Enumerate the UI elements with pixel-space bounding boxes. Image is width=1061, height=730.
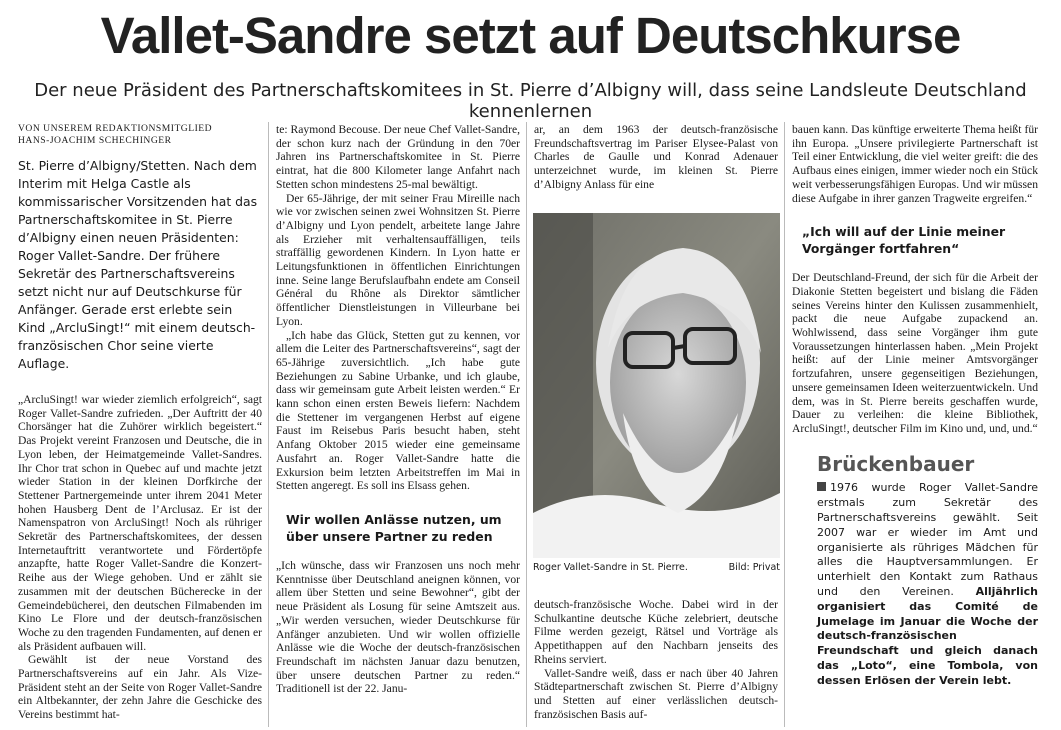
byline-line-1: VON UNSEREM REDAKTIONSMITGLIED [18, 123, 213, 134]
article-column-1 [18, 123, 262, 722]
photo-caption-text: Roger Vallet-Sandre in St. Pierre. [533, 562, 688, 573]
byline-author: HANS-JOACHIM SCHECHINGER [18, 135, 172, 146]
bullet-square-icon [817, 482, 826, 491]
column-divider [268, 122, 269, 727]
portrait-photo [533, 213, 780, 558]
column-divider [784, 122, 785, 727]
article-column-3-top [534, 123, 778, 192]
article-column-4 [792, 123, 1038, 689]
article-column-3-bottom [534, 598, 778, 721]
paragraph: ar, an dem 1963 der deutsch-französische Freundschaftsvertrag im Pariser Elysee-Palast von Charles de Gaulle und Konrad Adenauer unterzeichnet wurde, im kleinen St. Pierre d’Albigny Anlass für eine [534, 123, 778, 191]
paragraph: Der 65-Jährige, der mit seiner Frau Mireille nach wie vor zwischen seinen zwei Wohnsitzen St. Pierre d’Albigny und Lyon pendelt, arbeitete lange Jahre als Erzieher mit verhaltensauffälligen, teils straffällig gewordenen Kindern. In Lyon hatte er Leitungsfunktionen in öffentlichen Einrichtungen inne. Seine lange Berufslaufbahn endete am Conseil Général du Rhône als Direktor sämtlicher öffentlicher Dienstleistungen in Villeurbane bei Lyon. [276, 191, 520, 328]
paragraph: „ArcluSingt! war wieder ziemlich erfolgreich“, sagt Roger Vallet-Sandre zufrieden. „Der Auftritt der 40 Chorsänger hat die Zuhörer wirklich begeistert.“ Das Projekt vereint Franzosen und Deutsche, die in Lyon leben, der Heimatgemeinde Vallet-Sandres. Ihr Chor trat schon in Quebec auf und machte jetzt wieder Station in der kleinen Dorfkirche der Stettener Partnergemeinde unter ihrem 2041 Meter hohen Hausberg Dent de l’Arclusaz. Er ist der Namenspatron von ArcluSingt! Noch als rühriger Sekretär des Partnerschaftskomitees, der dessen Internetauftritt verantwortete und Fördertöpfe anzapfte, hatte Roger Vallet-Sandre die Konzert-Reihe aus der Wiege gehoben. Und er zählt sie zusammen mit der deutschen Bücherecke in der Gemeindebücherei, den deutschen Filmabenden im Kino Le Flore und der deutsch-französischen Woche zu den tragenden Fundamenten, auf denen er als Präsident aufbauen will. [18, 393, 262, 653]
column-divider [526, 122, 527, 727]
paragraph: Der Deutschland-Freund, der sich für die Arbeit der Diakonie Stetten begeistert und bislang die Fäden seines Vereins hinter den Kulissen zusammenhielt, packt die neue Aufgabe zupackend an. Wohlwissend, dass seine Vorgänger ihm gute Voraussetzungen hinterlassen haben. „Mein Projekt heißt: auf der Linie meiner Amtsvorgänger fortzufahren, unsere gegenseitigen Beziehungen, unsere gemeinsamen Ideen weiterzuentwickeln. Und dem, was in St. Pierre bereits geschaffen wurde, Dauer zu verleihen: die kleine Bibliothek, ArcluSingt!, deutscher Film im Kino und, und, und.“ [792, 271, 1038, 435]
info-box-title: Brückenbauer [817, 451, 975, 476]
photo-caption [533, 562, 780, 573]
byline [18, 123, 262, 147]
paragraph: Vallet-Sandre weiß, dass er nach über 40 Jahren Städtepartnerschaft zwischen St. Pierre d’Albigny und Stetten auf einer verlässlichen deutsch-französischen Basis auf- [534, 666, 778, 721]
section-subheading: Wir wollen Anlässe nutzen, um über unsere Partner zu reden [286, 511, 502, 544]
article-subheadline: Der neue Präsident des Partnerschaftskomitees in St. Pierre d’Albigny will, dass seine Landsleute Deutschland kennenlernen [34, 80, 1027, 122]
paragraph: deutsch-französische Woche. Dabei wird in der Schulkantine deutsche Küche zelebriert, deutsche Filme werden gezeigt, Rätsel und Vorträge als Appetithappen auf den Nachbarn jenseits des Rheins serviert. [534, 598, 778, 666]
paragraph: Gewählt ist der neue Vorstand des Partnerschaftsvereins auf ein Jahr. Als Vize-Präsident steht an der Seite von Roger Vallet-Sandre ein Altbekannter, der zehn Jahre die Geschicke des Vereins bestimmt hat- [18, 653, 262, 722]
info-box-text [817, 481, 1038, 688]
paragraph: „Ich wünsche, dass wir Franzosen uns noch mehr Kenntnisse über Deutschland aneignen können, vor allem über Stetten und seine Bewohner“, gibt der neue Präsident als Losung für seine Amtszeit aus. „Wir werden versuchen, wieder Deutschkurse für Anfänger anzubieten. Und wir wollen offizielle Anlässe wie die Woche der deutsch-französischen Freundschaft im nächsten Januar dazu benutzen, über unsere deutschen Partner zu reden.“ Traditionell ist der 22. Janu- [276, 558, 520, 696]
photo-credit: Bild: Privat [728, 562, 780, 573]
info-box-bold: Alljährlich organisiert das Comité de Jumelage im Januar die Woche der deutsch-französischen Freundschaft und gleich danach das „Loto“, eine Tombola, von dessen Erlösen der Verein lebt. [817, 584, 1038, 687]
article-column-2 [276, 123, 520, 696]
info-box-body: 1976 wurde Roger Vallet-Sandre erstmals zum Sekretär des Partnerschaftsvereins gewählt. Seit 2007 war er wieder im Amt und organisierte als rühriges Mädchen für alles die Hauptversammlungen. Er unterhielt den Kontakt zum Rathaus und den Vereinen. [817, 481, 1038, 598]
article-lead: St. Pierre d’Albigny/Stetten. Nach dem Interim mit Helga Castle als kommissarischer Vorsitzenden hat das Partnerschaftskomitee in St. Pierre d’Albigny einen neuen Präsidenten: Roger Vallet-Sandre. Der frühere Sekretär des Partnerschaftsvereins setzt nicht nur auf Deutschkurse für Anfänger. Gerade erst erlebte sein Kind „ArcluSingt!“ mit einem deutsch-französischen Chor seine vierte Auflage. [18, 158, 258, 371]
paragraph: bauen kann. Das künftige erweiterte Thema heißt für ihn Europa. „Unsere privilegierte Partnerschaft ist Teil einer Entwicklung, die viel weiter greift: die des Aufbaus eines einigen, immer wieder noch ein Stück weit verbesserungsfähigen Europas. Und wir müssen diese Aufgabe in ihrer ganzen Tragweite ergreifen.“ [792, 123, 1038, 205]
paragraph: „Ich habe das Glück, Stetten gut zu kennen, vor allem die Leiter des Partnerschaftsvereins“, sagt der 65-Jährige zuversichtlich. „Ich habe gute Beziehungen zu Sabine Urbanke, und ich glaube, dass wir gemeinsam gute Arbeit leisten werden.“ Er kann schon einen ersten Beweis liefern: Nachdem die Stettener im vergangenen Herbst auf eigene Faust im Reisebus Paris besucht haben, steht Anfang Oktober 2015 wieder eine gemeinsame Ausfahrt an. Roger Vallet-Sandre hatte die Exkursion beim letzten Arbeitstreffen im Mai in Stetten angeregt. Es soll ins Elsass gehen. [276, 328, 520, 493]
article-headline: Vallet-Sandre setzt auf Deutschkurse [100, 7, 961, 64]
paragraph: te: Raymond Becouse. Der neue Chef Vallet-Sandre, der schon kurz nach der Gründung in den 70er Jahren ins Partnerschaftskomitee in St. Pierre eintrat, hat die 800 Kilometer lange Anfahrt nach Stetten schon mindestens 25-mal bewältigt. [276, 123, 520, 191]
section-subheading: „Ich will auf der Linie meiner Vorgänger fortfahren“ [802, 224, 1006, 257]
